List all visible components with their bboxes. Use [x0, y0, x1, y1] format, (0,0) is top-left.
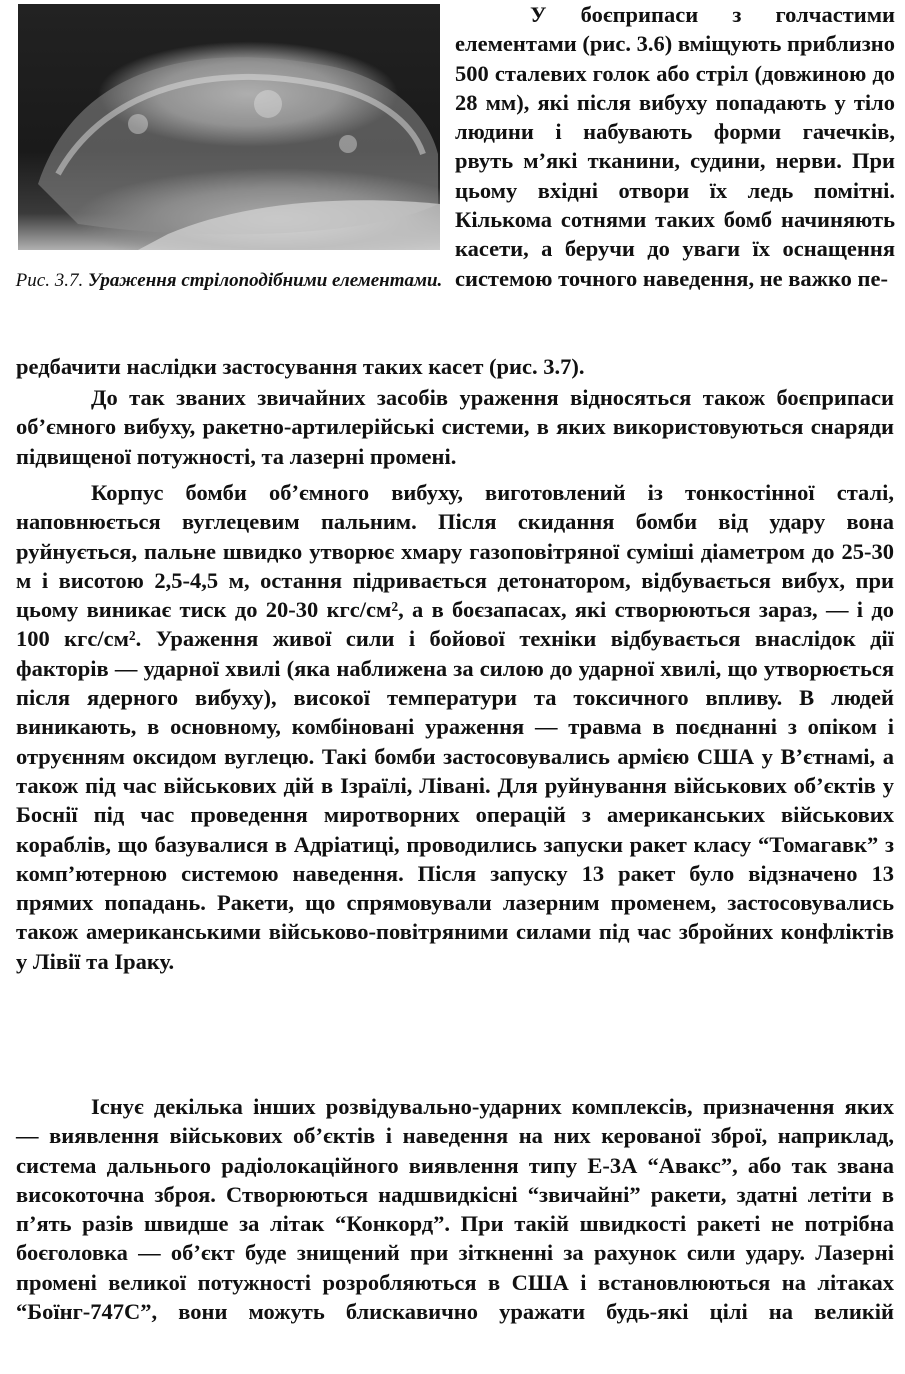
paragraph-2 [16, 383, 894, 471]
paragraph-4 [16, 1092, 894, 1326]
figure-caption [14, 268, 444, 294]
paragraph-2-text: До так званих звичайних засобів ураження відносяться також боєприпаси об’ємного вибуху, ракетно-артилерійські системи, в яких використовуються снаряди підвищеної потужності, та лазерні промені. [16, 385, 894, 469]
paragraph-1-text: У боєприпаси з голчастими елементами (рис. 3.6) вміщують приблизно 500 сталевих голок або стріл (довжиною до 28 мм), які після вибуху попадають у тіло людини і набувають форми гачечків, рвуть м’які тканини, судини, нерви. При цьому вхідні отвори їх ледь помітні. Кількома сотнями таких бомб начиняють касети, а беручи до уваги їх оснащення системою точного наведення, не важко пе- [455, 2, 895, 291]
figure-3-7 [14, 0, 444, 325]
paragraph-4-text: Існує декілька інших розвідувально-ударних комплексів, призначення яких — виявлення військових об’єктів і наведення на них керованої зброї, наприклад, система дальнього радіолокаційного виявлення типу Е-3А “Авакс”, або так звана високоточна зброя. Створюються надшвидкісні “звичайні” ракети, здатні летіти в п’ять разів швидше за літак “Конкорд”. При такій швидкості ракеті не потрібна боєголовка — об’єкт буде знищений при зіткненні за рахунок сили удару. Лазерні промені великої потужності розробляються в США і встановлюються на літаках “Боїнг-747С”, вони можуть блискавично уражати будь-які цілі на великій [16, 1094, 894, 1325]
photo-texture [18, 4, 440, 250]
paragraph-3 [16, 478, 894, 976]
paragraph-1-tail-text: редбачити наслідки застосування таких касет (рис. 3.7). [16, 354, 585, 379]
caption-ref: Рис. 3.7. [15, 270, 84, 291]
paragraph-1-tail [16, 352, 894, 381]
paragraph-1-wrapped [455, 0, 895, 293]
arrow-wound-photo [18, 4, 440, 250]
paragraph-3-text: Корпус бомби об’ємного вибуху, виготовлений із тонкостінної сталі, наповнюється вуглецевим пальним. Після скидання бомби від удару вона руйнується, пальне швидко утворює хмару газоповітряної суміші діаметром до 25-30 м і висотою 2,5-4,5 м, остання підривається детонатором, відбувається вибух, при цьому виникає тиск до 20-30 кгс/см², а в боєзапасах, які створюються зараз, — і до 100 кгс/см². Ураження живої сили і бойової техніки відбувається внаслідок дії факторів — ударної хвилі (яка наближена за силою до ударної хвилі, що утворюється після ядерного вибуху), високої температури та токсичного впливу. В людей виникають, в основному, комбіновані ураження — травма в поєднанні з опіком і отруєнням оксидом вуглецю. Такі бомби застосовувались армією США у В’єтнамі, а також під час військових дій в Ізраїлі, Лівані. Для руйнування військових об’єктів у Боснії під час проведення миротворних операцій з американських військових кораблів, що базувалися в Адріатиці, проводились запуски ракет класу “Томагавк” з комп’ютерною системою наведення. Після запуску 13 ракет було відзначено 13 прямих попадань. Ракети, що спрямовували лазерним променем, застосовувались також американськими військово-повітряними силами під час збройних конфліктів у Лівії та Іраку. [16, 480, 894, 974]
caption-text: Ураження стрілоподібними елементами. [87, 270, 443, 291]
